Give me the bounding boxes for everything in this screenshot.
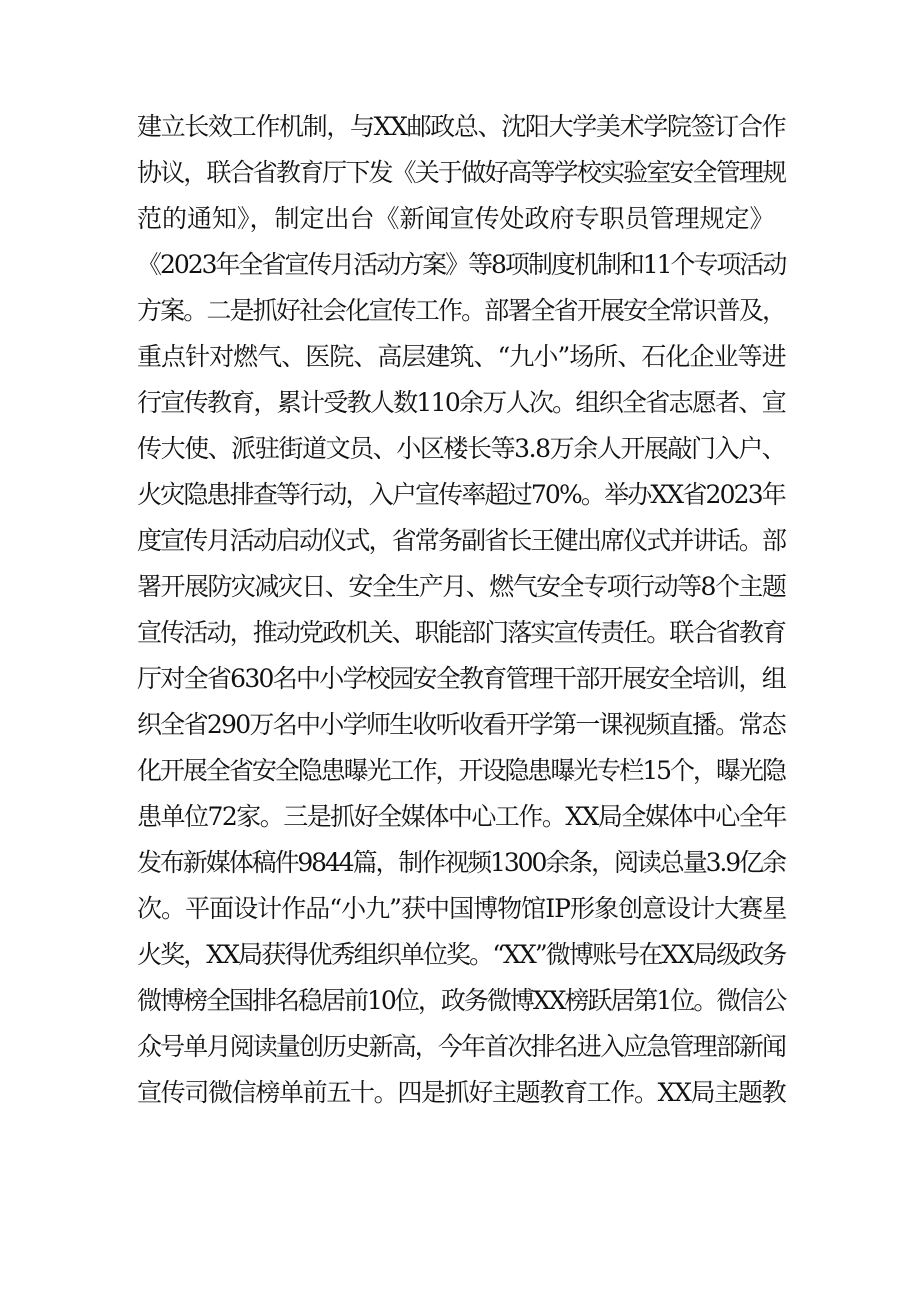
text-line-19: 火奖，XX局获得优秀组织单位奖。“XX”微博账号在XX局级政务 <box>137 940 786 969</box>
text-line-7: 行宣传教育，累计受教人数110余万人次。组织全省志愿者、宣 <box>137 388 786 417</box>
text-line-4: 《2023年全省宣传月活动方案》等8项制度机制和11个专项活动 <box>137 250 786 279</box>
text-line-20: 微博榜全国排名稳居前10位，政务微博XX榜跃居第1位。微信公 <box>137 986 786 1015</box>
text-line-17: 发布新媒体稿件9844篇，制作视频1300余条，阅读总量3.9亿余 <box>137 848 785 877</box>
text-line-15: 化开展全省安全隐患曝光工作，开设隐患曝光专栏15个，曝光隐 <box>137 756 785 785</box>
text-line-11: 署开展防灾减灾日、安全生产月、燃气安全专项行动等8个主题 <box>137 572 786 601</box>
text-line-14: 织全省290万名中小学师生收听收看开学第一课视频直播。常态 <box>137 710 786 739</box>
text-line-12: 宣传活动，推动党政机关、职能部门落实宣传责任。联合省教育 <box>137 618 786 647</box>
text-line-16: 患单位72家。三是抓好全媒体中心工作。XX局全媒体中心全年 <box>137 802 786 831</box>
text-line-3: 范的通知》，制定出台《新闻宣传处政府专职员管理规定》 <box>137 204 775 233</box>
text-line-18: 次。平面设计作品“小九”获中国博物馆IP形象创意设计大赛星 <box>137 894 787 923</box>
text-line-10: 度宣传月活动启动仪式，省常务副省长王健出席仪式并讲话。部 <box>137 526 786 555</box>
text-line-6: 重点针对燃气、医院、高层建筑、“九小”场所、石化企业等进 <box>137 342 786 371</box>
text-line-21: 众号单月阅读量创历史新高，今年首次排名进入应急管理部新闻 <box>137 1032 786 1061</box>
text-line-5: 方案。二是抓好社会化宣传工作。部署全省开展安全常识普及， <box>137 296 786 325</box>
text-line-22: 宣传司微信榜单前五十。四是抓好主题教育工作。XX局主题教 <box>137 1078 786 1107</box>
text-line-8: 传大使、派驻街道文员、小区楼长等3.8万余人开展敲门入户、 <box>137 434 786 463</box>
text-line-13: 厅对全省630名中小学校园安全教育管理干部开展安全培训，组 <box>137 664 786 693</box>
text-line-9: 火灾隐患排查等行动，入户宣传率超过70%。举办XX省2023年 <box>137 480 785 509</box>
text-line-1: 建立长效工作机制，与XX邮政总、沈阳大学美术学院签订合作 <box>137 112 786 141</box>
text-line-2: 协议，联合省教育厅下发《关于做好高等学校实验室安全管理规 <box>137 158 786 187</box>
